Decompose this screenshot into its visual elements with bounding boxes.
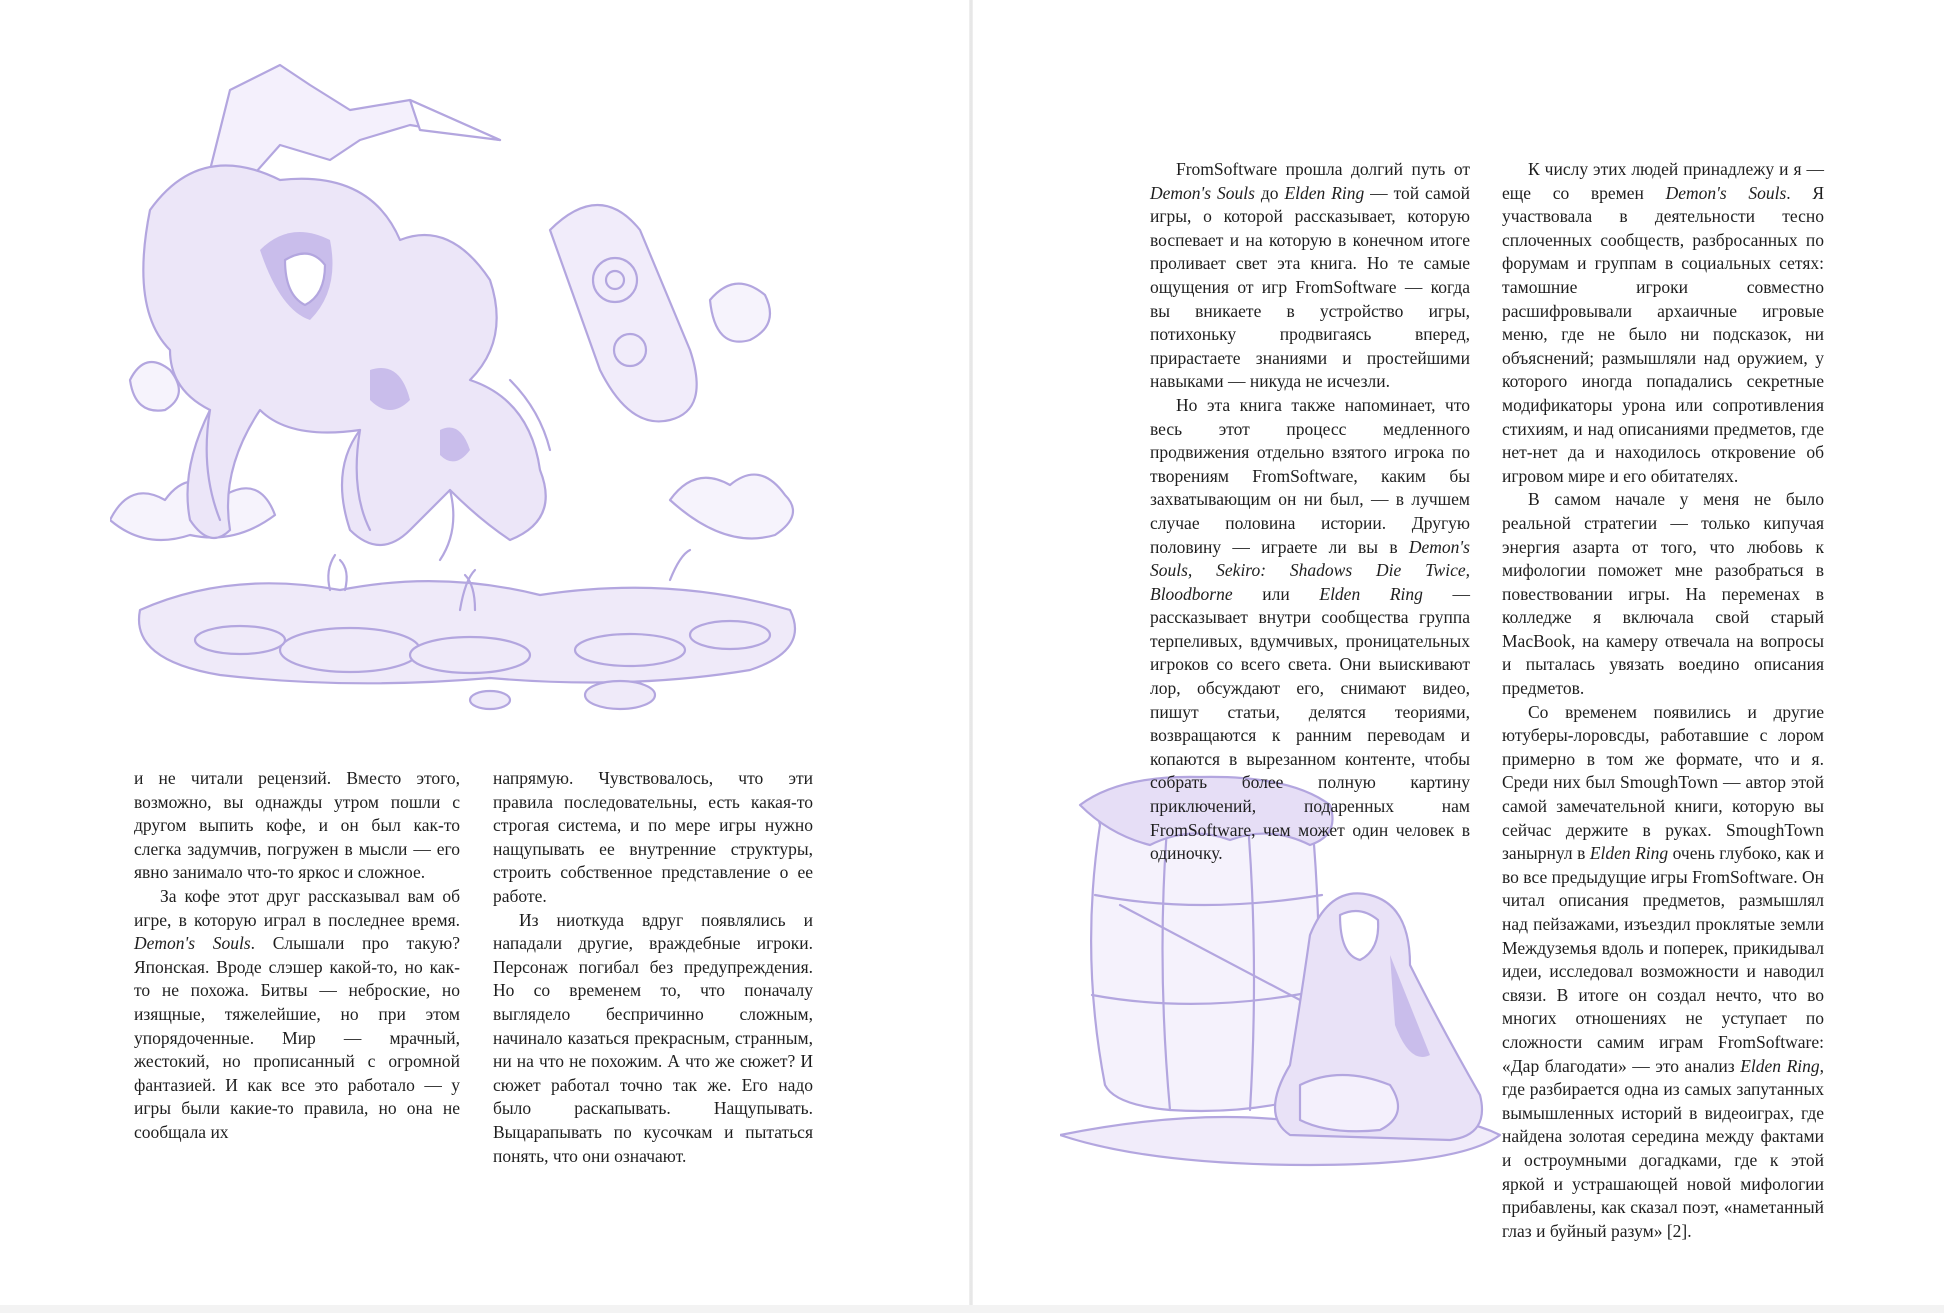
paragraph: Из ниоткуда вдруг появлялись и нападали другие, враждебные игроки. Персонаж погибал без предупреждения. Но со временем то, что поначалу выглядело беспричинно сложным, начинало казаться прекрасным, странным, ни на что не похожим. А что же сюжет? И сюжет работал точно так же. Его надо было раскапывать. Нащупывать. Выцарапывать по кусочкам и пытаться понять, что они означают.: [493, 909, 813, 1166]
paragraph: напрямую. Чувствовалось, что эти правила последовательны, есть какая-то строгая система, и по мере игры нужно нащупывать ее внутренние структуры, строить собственное представление о ее работе.: [493, 768, 813, 906]
paragraph: К числу этих людей принадлежу и я — еще со времен Demon's Souls. Я участвовала в деятельности тесно сплоченных сообществ, разбросанных по форумам и группам в социальных сетях: тамошние игроки совместно расшифровывали архаичные игровые меню, где не было ни подсказок, ни объяснений; размышляли над оружием, у которого иногда попадались секретные модификаторы урона или сопротивления стихиям, и над описаниями предметов, где нет-нет да и находилось откровение об игровом мире и его обитателях.: [1502, 159, 1824, 486]
left-column-1: [134, 767, 460, 1145]
paragraph: За кофе этот друг рассказывал вам об игре, в которую играл в последнее время. Demon's Souls. Слышали про такую? Японская. Вроде слэшер какой-то, но как-то не похожа. Битвы — неброские, но изящные, тяжелейшие, но при этом упорядоченные. Мир — мрачный, жестокий, но прописанный с огромной фантазией. И как все это работало — у игры были какие-то правила, но она не сообщала их: [134, 885, 460, 1142]
left-column-2: [493, 767, 813, 1168]
page-bottom-edge: [0, 1305, 1944, 1313]
knight-illustration: [110, 50, 830, 740]
right-column-2: [1502, 158, 1824, 1243]
paragraph: В самом начале у меня не было реальной стратегии — только кипучая энергия азарта от того, что любовь к мифологии поможет мне разобраться в повествовании игры. На переменах в колледже я включала свой старый MacBook, на камеру отвечала на вопросы и пыталась увязать воедино описания предметов.: [1502, 489, 1824, 699]
paragraph: Со временем появились и другие ютуберы-лоровсды, работавшие с лором примерно в том же формате, что и я. Среди них был SmoughTown — автор этой самой замечательной книги, которую вы сейчас держите в руках. SmoughTown занырнул в Elden Ring очень глубоко, как и во все предыдущие игры FromSoftware. Он читал описания предметов, размышлял над пейзажами, изъездил проклятые земли Междуземья вдоль и поперек, прикидывал идеи, исследовал возможности и наводил связи. В итоге он создал нечто, что во многих отношениях не уступает по сложности самим играм FromSoftware: «Дар благодати» — это анализ Elden Ring, где разбирается одна из самых запутанных вымышленных историй в видеоиграх, где найдена золотая середина между фактами и остроумными догадками, где к этой яркой и устрашающей новой мифологии прибавлены, как сказал поэт, «наметанный глаз и буйный разум» [2].: [1502, 701, 1824, 1241]
paragraph: FromSoftware прошла долгий путь от Demon's Souls до Elden Ring — той самой игры, о которой рассказывает, которую воспевает и на которую в конечном итоге проливает свет эта книга. Но те самые ощущения от игр FromSoftware — когда вы вникаете в устройство игры, потихоньку продвигаясь вперед, прирастаете знаниями и простейшими навыками — никуда не исчезли.: [1150, 159, 1470, 392]
right-column-1: [1150, 158, 1470, 866]
paragraph: и не читали рецензий. Вместо этого, возможно, вы однажды утром пошли с другом выпить кофе, и он был как-то слегка задумчив, погружен в мысли — его явно занимало что-то яркос и сложное.: [134, 768, 460, 883]
book-gutter: [969, 0, 973, 1313]
paragraph: Но эта книга также напоминает, что весь этот процесс медленного продвижения отдельно взятого игрока по творениям FromSoftware, каким бы захватывающим он ни был, — в лучшем случае половина истории. Другую половину — играете ли вы в Demon's Souls, Sekiro: Shadows Die Twice, Bloodborne или Elden Ring — рассказывает внутри сообщества группа терпеливых, вдумчивых, проницательных игроков со всего света. Они выискивают лор, обсуждают его, снимают видео, пишут статьи, делятся теориями, возвращаются к ранним переводам и копаются в вырезанном контенте, чтобы собрать более полную картину приключений, подаренных нам FromSoftware, чем может один человек в одиночку.: [1150, 394, 1471, 864]
